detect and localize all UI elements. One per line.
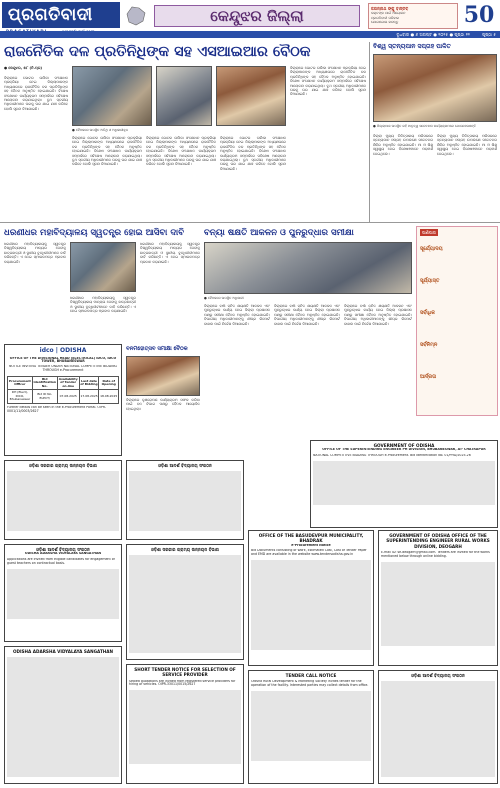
oavs-ad — [4, 544, 122, 642]
section-rule — [0, 222, 500, 223]
weather-max: ସର୍ବାଧିକ — [420, 310, 435, 316]
oavs-table-area — [7, 569, 119, 619]
mid-ad-center-body — [129, 471, 241, 531]
tender2-text: Odisha Rural Development & Marketing Society invites tender for the operation of the facility. Interested parties may collect details from office. — [251, 680, 369, 688]
bottom-right-body — [381, 681, 495, 777]
idco-cell: 17.08.2025 — [79, 390, 99, 403]
story2-photo — [70, 242, 136, 292]
lead-body-col2: ଜିଲ୍ଲାରେ ଭୋଟର ତାଲିକା ସଂଶୋଧନ ପ୍ରକ୍ରିୟା ନେଇ ଜିଲ୍ଲାପାଳଙ୍କ ଅଧ୍ୟକ୍ଷତାରେ ରାଜନୈତିକ ଦଳ ପ୍ରତିନିଧିଙ୍କ ସହ ବୈଠକ ଅନୁଷ୍ଠିତ ହୋଇଯାଇଛି। ବିଶେଷ ସଂଶୋଧନ କାର୍ଯ୍ୟକ୍ରମ ସମ୍ପର୍କରେ ସବିଶେଷ ଆଲୋଚନା କରାଯାଇଥିଲା। ବୁଥ ସ୍ତରୀୟ ଅଧିକାରୀମାନେ ଘରକୁ ଘର ଯାଇ ଯାଞ୍ଚ କରିବେ ବୋଲି ସୂଚନା ଦିଆଯାଇଛି। — [72, 136, 142, 167]
idco-cell: DH (Elect), IDCO, Bhubaneswar — [8, 390, 33, 403]
lead-body-col1: ଜିଲ୍ଲାରେ ଭୋଟର ତାଲିକା ସଂଶୋଧନ ପ୍ରକ୍ରିୟା ନେଇ ଜିଲ୍ଲାପାଳଙ୍କ ଅଧ୍ୟକ୍ଷତାରେ ରାଜନୈତିକ ଦଳ ପ୍ରତିନିଧିଙ୍କ ସହ ବୈଠକ ଅନୁଷ୍ଠିତ ହୋଇଯାଇଛି। ବିଶେଷ ସଂଶୋଧନ କାର୍ଯ୍ୟକ୍ରମ ସମ୍ପର୍କରେ ସବିଶେଷ ଆଲୋଚନା କରାଯାଇଥିଲା। ବୁଥ ସ୍ତରୀୟ ଅଧିକାରୀମାନେ ଘରକୁ ଘର ଯାଇ ଯାଞ୍ଚ କରିବେ ବୋଲି ସୂଚନା ଦିଆଯାଇଛି। — [4, 76, 68, 111]
idco-title: OFFICE OF THE DIVISIONAL HEAD (ELECTRICAL) IDCO, IDCO TOWER, BHUBANESWAR — [9, 356, 117, 364]
story2-body-col3: ଧରଣୀଧର ମହାବିଦ୍ୟାଳୟକୁ ସ୍ୱତନ୍ତ୍ର ବିଶ୍ୱବିଦ୍ୟାଳୟ ମାନ୍ୟତା ଦେବାକୁ ଛାତ୍ରଛାତ୍ରୀ ଓ ସ୍ଥାନୀୟ ବୁଦ୍ଧିଜୀବୀମାନେ ଦାବି କରିଛନ୍ତି। ଏ ନେଇ ସ୍ମାରକପତ୍ର ପ୍ରଦାନ କରାଯାଇଛି। — [140, 242, 200, 264]
column-divider — [369, 42, 370, 222]
rural-dev-title: ଓଡ଼ିଶା ସରକାର ଗ୍ରାମ୍ୟ ଉନ୍ନୟନ ବିଭାଗ — [150, 547, 220, 552]
bottom-right-title: ଓଡ଼ିଶା ଆଦର୍ଶ ବିଦ୍ୟାଳୟ ସଂଗଠନ — [411, 673, 465, 678]
oavs-title: ଓଡ଼ିଶା ଆଦର୍ଶ ବିଦ୍ୟାଳୟ ସଂଗଠନ — [36, 547, 90, 552]
oavs-text: Applications are invited from eligible candidates for engagement of guest teachers on contractual basis. — [7, 558, 115, 566]
page-number: ପୃଷ୍ଠା ୫ — [482, 32, 496, 37]
bdo-sub: e-Procurement Notice — [291, 543, 331, 547]
mid-ad-left-body — [7, 471, 119, 531]
oavs-sub: ODISHA ADARSHA VIDYALAYA SANGATHAN — [24, 552, 102, 556]
story3-body-col3: ଜିଲ୍ଲାରେ ବର୍ଷା ଜନିତ କ୍ଷୟକ୍ଷତି ଆକଳନ ଏବଂ ପୁନରୁଦ୍ଧାର କାର୍ଯ୍ୟ ନେଇ ଜିଲ୍ଲା ପ୍ରଶାସନ ପକ୍ଷରୁ ସମୀକ୍ଷା ବୈଠକ ଅନୁଷ୍ଠିତ ହୋଇଯାଇଛି। ବିଭାଗୀୟ ଅଧିକାରୀମାନଙ୍କୁ ଶୀଘ୍ର ରିପୋର୍ଟ ଦାଖଲ ପାଇଁ ନିର୍ଦ୍ଦେଶ ଦିଆଯାଇଛି। — [344, 304, 412, 326]
newspaper-logo: ପ୍ରଗତିବାଦୀ — [2, 2, 120, 28]
mid-ad-center — [126, 460, 244, 540]
weather-min: ସର୍ବନିମ୍ନ — [420, 342, 438, 348]
story4-headline: ବନମହୋତ୍ସବ ସମୀକ୍ଷା ବୈଠକ — [126, 346, 188, 352]
bottom-left-title: ODISHA ADARSHA VIDYALAYA SANGATHAN — [12, 649, 114, 654]
ph-govt-title: GOVERNMENT OF ODISHA — [373, 443, 435, 448]
story2-body-col2: ଧରଣୀଧର ମହାବିଦ୍ୟାଳୟକୁ ସ୍ୱତନ୍ତ୍ର ବିଶ୍ୱବିଦ୍ୟାଳୟ ମାନ୍ୟତା ଦେବାକୁ ଛାତ୍ରଛାତ୍ରୀ ଓ ସ୍ଥାନୀୟ ବୁଦ୍ଧିଜୀବୀମାନେ ଦାବି କରିଛନ୍ତି। ଏ ନେଇ ସ୍ମାରକପତ୍ର ପ୍ରଦାନ କରାଯାଇଛି। — [70, 296, 136, 314]
rural-dev-ad — [126, 544, 244, 660]
story2-headline: ଧରଣୀଧର ମହାବିଦ୍ୟାଳୟ ସ୍ୱତନ୍ତ୍ର ହୋଇ ଆସିବା ଦାବି — [4, 228, 185, 238]
side-caption: ● ଜିଲ୍ଲାପାଳ ଉପସ୍ଥିତ ରହି ମାତୃତ୍ୱ ସଚେତନତା କାର୍ଯ୍ୟକ୍ରମରେ ଯୋଗଦେଇଛନ୍ତି — [373, 124, 476, 128]
ph-division-tender-ad — [310, 440, 498, 528]
side-body-col1: ଜିଲ୍ଲା ମୁଖ୍ୟ ଚିକିତ୍ସାଳୟ ପରିସରରେ ସ୍ତନ୍ୟପାନ ସପ୍ତାହ ଉପଲକ୍ଷେ ସଚେତନତା ଶିବିର ଅନୁଷ୍ଠିତ ହୋଇଯାଇଛି। ମା ଓ ଶିଶୁ ସ୍ୱାସ୍ଥ୍ୟ ନେଇ ବିଶେଷଜ୍ଞମାନେ ପରାମର୍ଶ ଦେଇଥିଲେ। — [373, 134, 433, 156]
idco-cell: Bid ID No. ELECT/ — [32, 390, 57, 403]
mid-ad-left-title: ଓଡ଼ିଶା ସରକାର ଗ୍ରାମ୍ୟ ଉନ୍ନୟନ ବିଭାଗ — [28, 463, 98, 468]
story4-body: ଜିଲ୍ଲାରେ ବୃକ୍ଷରୋପଣ କାର୍ଯ୍ୟକ୍ରମ ସଫଳ କରିବା ପାଇଁ ବନ ବିଭାଗ ପକ୍ଷରୁ ବୈଠକ ଆୟୋଜିତ ହୋଇଥିଲା। — [126, 398, 200, 411]
weather-box — [416, 226, 498, 416]
promo-line: ଯୋଗାଯୋଗ କରନ୍ତୁ — [371, 19, 399, 24]
rw-body — [381, 562, 495, 646]
ph-text: NATIONAL COMPETITIVE BIDDING THROUGH e-Procurement. Bid Identification No. 01/PHD/2025-26 — [313, 454, 471, 458]
short-text: Sealed quotations are invited from registered service providers for hiring of vehicles. OIPR-33011/0015/2627 — [129, 679, 236, 687]
idco-cell: 18.08.2025 — [99, 390, 119, 403]
bottom-left-body — [7, 657, 119, 777]
promo-line: ଭକ୍ତଙ୍କ ପାଇଁ ଆୟୋଜନ — [371, 11, 406, 16]
short-tender-ad — [126, 664, 244, 784]
rural-works-tender-ad — [378, 530, 498, 666]
lead-photo-3 — [216, 66, 286, 126]
lead-dateline: ● କେନ୍ଦୁଝର, ୫ା୮ (ନି.ପ୍ର) — [4, 66, 43, 70]
basudevpur-tender-ad — [248, 530, 374, 666]
idco-cell: 07.08.2025 — [57, 390, 79, 403]
short-body — [129, 690, 241, 764]
rw-title: GOVERNMENT OF ODISHA OFFICE OF THE SUPERINTENDING ENGINEER RURAL WORKS DIVISION, DEOGARH — [386, 533, 490, 549]
bottom-left-ad — [4, 646, 122, 784]
short-title: SHORT TENDER NOTICE FOR SELECTION OF SERVICE PROVIDER — [134, 667, 236, 678]
bdo-table-area — [251, 560, 371, 650]
idco-col: Bid Identification No. — [33, 376, 57, 389]
issue-date: ବୁଧବାର ● ୬ ଅଗଷ୍ଟ ● ୨୦୨୫ ● ପୃଷ୍ଠା ୧୨ — [396, 32, 470, 37]
idco-col: Procurement Officer — [8, 377, 33, 390]
idco-col: Availability of Tender on-line — [58, 376, 78, 389]
lead-photo-caption: ● ବୈଠକରେ ଉପସ୍ଥିତ ଅତିଥି ଓ ଅଧିକାରୀବୃନ୍ଦ — [72, 128, 129, 132]
idco-col: Last date of Bidding — [79, 377, 99, 390]
side-headline: ବିଶ୍ୱ ସ୍ତନ୍ୟପାନ ସପ୍ତାହ ପାଳିତ — [373, 43, 451, 50]
side-body-col2: ଜିଲ୍ଲା ମୁଖ୍ୟ ଚିକିତ୍ସାଳୟ ପରିସରରେ ସ୍ତନ୍ୟପାନ ସପ୍ତାହ ଉପଲକ୍ଷେ ସଚେତନତା ଶିବିର ଅନୁଷ୍ଠିତ ହୋଇଯାଇଛି। ମା ଓ ଶିଶୁ ସ୍ୱାସ୍ଥ୍ୟ ନେଇ ବିଶେଷଜ୍ଞମାନେ ପରାମର୍ଶ ଦେଇଥିଲେ। — [437, 134, 497, 156]
ph-table-area — [313, 461, 495, 505]
anniversary-badge: 50 — [463, 2, 495, 28]
lead-headline: ରାଜନୈତିକ ଦଳ ପ୍ରତିନିଧିଙ୍କ ସହ ଏସଆଇଆର ବୈଠକ — [4, 44, 311, 60]
weather-sunrise: ସୂର୍ଯ୍ୟୋଦୟ — [420, 246, 443, 252]
story3-body-col1: ଜିଲ୍ଲାରେ ବର୍ଷା ଜନିତ କ୍ଷୟକ୍ଷତି ଆକଳନ ଏବଂ ପୁନରୁଦ୍ଧାର କାର୍ଯ୍ୟ ନେଇ ଜିଲ୍ଲା ପ୍ରଶାସନ ପକ୍ଷରୁ ସମୀକ୍ଷା ବୈଠକ ଅନୁଷ୍ଠିତ ହୋଇଯାଇଛି। ବିଭାଗୀୟ ଅଧିକାରୀମାନଙ୍କୁ ଶୀଘ୍ର ରିପୋର୍ଟ ଦାଖଲ ପାଇଁ ନିର୍ଦ୍ଦେଶ ଦିଆଯାଇଛି। — [204, 304, 270, 326]
weather-title — [420, 229, 438, 236]
weather-sunset: ସୂର୍ଯ୍ୟାସ୍ତ — [420, 278, 440, 284]
tender2-body — [251, 691, 371, 761]
idco-subtitle: NOTICE INVITING TENDER UNDER NATIONAL COMPETITIVE BIDDING THROUGH e-Procurement — [9, 365, 117, 373]
lead-body-col4: ଜିଲ୍ଲାରେ ଭୋଟର ତାଲିକା ସଂଶୋଧନ ପ୍ରକ୍ରିୟା ନେଇ ଜିଲ୍ଲାପାଳଙ୍କ ଅଧ୍ୟକ୍ଷତାରେ ରାଜନୈତିକ ଦଳ ପ୍ରତିନିଧିଙ୍କ ସହ ବୈଠକ ଅନୁଷ୍ଠିତ ହୋଇଯାଇଛି। ବିଶେଷ ସଂଶୋଧନ କାର୍ଯ୍ୟକ୍ରମ ସମ୍ପର୍କରେ ସବିଶେଷ ଆଲୋଚନା କରାଯାଇଥିଲା। ବୁଥ ସ୍ତରୀୟ ଅଧିକାରୀମାନେ ଘରକୁ ଘର ଯାଇ ଯାଞ୍ଚ କରିବେ ବୋଲି ସୂଚନା ଦିଆଯାଇଛି। — [220, 136, 286, 171]
story3-photo — [204, 242, 412, 294]
lead-body-col5: ଜିଲ୍ଲାରେ ଭୋଟର ତାଲିକା ସଂଶୋଧନ ପ୍ରକ୍ରିୟା ନେଇ ଜିଲ୍ଲାପାଳଙ୍କ ଅଧ୍ୟକ୍ଷତାରେ ରାଜନୈତିକ ଦଳ ପ୍ରତିନିଧିଙ୍କ ସହ ବୈଠକ ଅନୁଷ୍ଠିତ ହୋଇଯାଇଛି। ବିଶେଷ ସଂଶୋଧନ କାର୍ଯ୍ୟକ୍ରମ ସମ୍ପର୍କରେ ସବିଶେଷ ଆଲୋଚନା କରାଯାଇଥିଲା। ବୁଥ ସ୍ତରୀୟ ଅଧିକାରୀମାନେ ଘରକୁ ଘର ଯାଇ ଯାଞ୍ଚ କରିବେ ବୋଲି ସୂଚନା ଦିଆଯାଇଛି। — [290, 66, 366, 97]
weather-label: ପାଣିପାଗ — [422, 230, 436, 235]
lead-photo-2 — [156, 66, 212, 126]
tender2-title: TENDER CALL NOTICE — [285, 673, 337, 678]
bottom-right-ad — [378, 670, 498, 784]
weather-humidity: ଆର୍ଦ୍ରତା — [420, 374, 437, 380]
promo-line: ପ୍ରଗତିବାଦୀ ପରିବାର — [371, 15, 400, 20]
bdo-title: OFFICE OF THE BASUDEVPUR MUNICIPALITY, BHADRAK — [258, 533, 364, 544]
story3-headline: ବନ୍ୟା ଷକ୍ଷତି ଆକଳନ ଓ ପୁନରୁଦ୍ଧାର ସମୀକ୍ଷା — [204, 228, 354, 238]
story4-photo — [126, 356, 200, 396]
story2-body-col1: ଧରଣୀଧର ମହାବିଦ୍ୟାଳୟକୁ ସ୍ୱତନ୍ତ୍ର ବିଶ୍ୱବିଦ୍ୟାଳୟ ମାନ୍ୟତା ଦେବାକୁ ଛାତ୍ରଛାତ୍ରୀ ଓ ସ୍ଥାନୀୟ ବୁଦ୍ଧିଜୀବୀମାନେ ଦାବି କରିଛନ୍ତି। ଏ ନେଇ ସ୍ମାରକପତ୍ର ପ୍ରଦାନ କରାଯାଇଛି। — [4, 242, 66, 264]
idco-logo: idco | ODISHA — [39, 347, 87, 354]
rw-text: E-mail ID: se-deogarh@gmail.com. Tenders are invited for the works mentioned below through online bidding. — [381, 550, 490, 558]
district-map-icon — [124, 4, 148, 28]
idco-tender-ad — [4, 344, 122, 456]
mid-ad-center-title: ଓଡ଼ିଶା ଆଦର୍ଶ ବିଦ୍ୟାଳୟ ସଂଗଠନ — [158, 463, 212, 468]
idco-table — [7, 376, 119, 404]
mid-ad-left — [4, 460, 122, 540]
lead-body-col3: ଜିଲ୍ଲାରେ ଭୋଟର ତାଲିକା ସଂଶୋଧନ ପ୍ରକ୍ରିୟା ନେଇ ଜିଲ୍ଲାପାଳଙ୍କ ଅଧ୍ୟକ୍ଷତାରେ ରାଜନୈତିକ ଦଳ ପ୍ରତିନିଧିଙ୍କ ସହ ବୈଠକ ଅନୁଷ୍ଠିତ ହୋଇଯାଇଛି। ବିଶେଷ ସଂଶୋଧନ କାର୍ଯ୍ୟକ୍ରମ ସମ୍ପର୍କରେ ସବିଶେଷ ଆଲୋଚନା କରାଯାଇଥିଲା। ବୁଥ ସ୍ତରୀୟ ଅଧିକାରୀମାନେ ଘରକୁ ଘର ଯାଇ ଯାଞ୍ଚ କରିବେ ବୋଲି ସୂଚନା ଦିଆଯାଇଛି। — [146, 136, 216, 167]
ph-office: OFFICE OF THE SUPERINTENDING ENGINEER PH DIVISION, BHUBANESWAR, AT- CHATRAPUR — [322, 448, 486, 452]
rural-dev-body — [129, 555, 241, 653]
bdo-text: Bid Documents consisting of Work, Estimated Cost, Cost of Tender Paper and EMD are available in the website www.tendersodisha.gov.in — [251, 549, 367, 557]
idco-col: Date of Opening — [99, 377, 119, 390]
promo-title: ଜଗନ୍ନାଥ ଙ୍କୁ ବାସ୍ତବ — [371, 6, 409, 11]
promo-box — [368, 3, 458, 29]
story3-body-col2: ଜିଲ୍ଲାରେ ବର୍ଷା ଜନିତ କ୍ଷୟକ୍ଷତି ଆକଳନ ଏବଂ ପୁନରୁଦ୍ଧାର କାର୍ଯ୍ୟ ନେଇ ଜିଲ୍ଲା ପ୍ରଶାସନ ପକ୍ଷରୁ ସମୀକ୍ଷା ବୈଠକ ଅନୁଷ୍ଠିତ ହୋଇଯାଇଛି। ବିଭାଗୀୟ ଅଧିକାରୀମାନଙ୍କୁ ଶୀଘ୍ର ରିପୋର୍ଟ ଦାଖଲ ପାଇଁ ନିର୍ଦ୍ଦେଶ ଦିଆଯାଇଛି। — [274, 304, 340, 326]
story3-caption: ● ବୈଠକରେ ଉପସ୍ଥିତ ଅଧିକାରୀ — [204, 296, 244, 300]
district-banner: କେନ୍ଦୁଝର ଜିଲ୍ଲା — [154, 5, 360, 27]
lead-photo-1 — [72, 66, 152, 126]
side-photo — [373, 54, 497, 122]
tender-call-ad — [248, 670, 374, 784]
idco-footer: Further details can be seen in the e-Procurement Portal. OIPR- 0001/11/0003/2627 — [7, 405, 106, 413]
